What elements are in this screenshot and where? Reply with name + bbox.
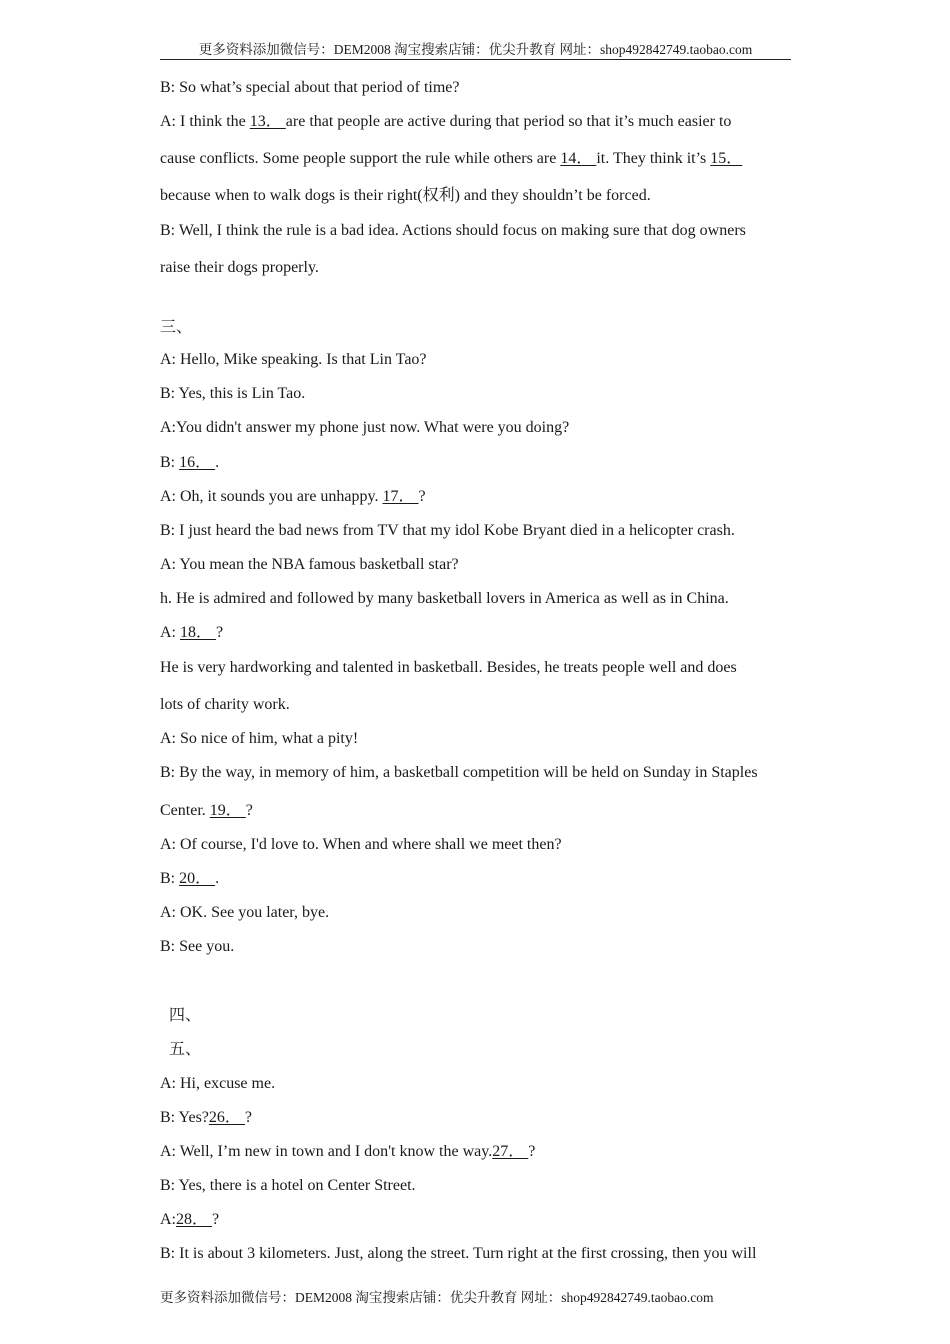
text-line xyxy=(160,418,569,438)
line-text: A: Hi, excuse me. xyxy=(160,1075,276,1092)
answer-blank: 15． xyxy=(710,150,743,167)
text-line xyxy=(160,186,651,206)
line-text: ? xyxy=(528,1143,536,1160)
line-text: B: By the way, in memory of him, a basketball competition will be held on Sunday in Staples xyxy=(160,764,758,781)
line-text: A: I think the xyxy=(160,113,250,130)
text-line xyxy=(160,453,219,473)
text-line xyxy=(160,903,329,923)
text-line xyxy=(160,835,562,855)
answer-blank: 18． xyxy=(180,624,217,641)
line-text: because when to walk dogs is their right(权利) and they shouldn’t be forced. xyxy=(160,187,651,204)
line-text: A: Oh, it sounds you are unhappy. xyxy=(160,488,383,505)
line-text: A: xyxy=(160,1211,176,1228)
line-text: it. They think it’s xyxy=(596,150,711,167)
answer-blank: 20． xyxy=(179,870,216,887)
answer-blank: 27． xyxy=(492,1143,529,1160)
line-text: B: So what’s special about that period of time? xyxy=(160,79,460,96)
text-line xyxy=(160,555,459,575)
line-text: B: I just heard the bad news from TV that my idol Kobe Bryant died in a helicopter crash. xyxy=(160,522,735,539)
page-footer: 更多资料添加微信号：DEM2008 淘宝搜索店铺：优尖升教育 网址：shop492842749.taobao.com xyxy=(160,1290,714,1305)
line-text: A: xyxy=(160,624,180,641)
answer-blank: 14． xyxy=(560,150,597,167)
line-text: A: Of course, I'd love to. When and where shall we meet then? xyxy=(160,836,562,853)
answer-blank: 13． xyxy=(249,113,286,130)
line-text: ? xyxy=(244,1109,253,1126)
text-line xyxy=(160,801,253,821)
line-text: He is very hardworking and talented in basketball. Besides, he treats people well and does xyxy=(160,659,737,676)
text-line xyxy=(160,521,735,541)
line-text: 五、 xyxy=(169,1041,202,1058)
line-text: B: Yes, this is Lin Tao. xyxy=(160,385,306,402)
text-line xyxy=(160,487,426,507)
answer-blank: 17． xyxy=(382,488,419,505)
line-text: 四、 xyxy=(169,1007,202,1024)
answer-blank: 16． xyxy=(179,454,216,471)
text-line xyxy=(160,318,192,338)
text-line xyxy=(160,1244,756,1264)
text-line xyxy=(160,623,223,643)
text-line xyxy=(160,258,319,278)
text-line xyxy=(160,869,219,889)
answer-blank: 19． xyxy=(209,802,246,819)
line-text: B: It is about 3 kilometers. Just, along the street. Turn right at the first crossing, then you will xyxy=(160,1245,757,1262)
line-text: . xyxy=(215,870,220,887)
text-line xyxy=(160,350,427,370)
line-text: B: xyxy=(160,870,180,887)
text-line xyxy=(160,221,746,241)
text-line xyxy=(160,1176,416,1196)
text-line xyxy=(169,1040,201,1060)
page-header: 更多资料添加微信号：DEM2008 淘宝搜索店铺：优尖升教育 网址：shop492842749.taobao.com xyxy=(160,38,791,60)
line-text: B: Yes? xyxy=(160,1109,209,1126)
line-text: B: See you. xyxy=(160,938,235,955)
line-text: Center. xyxy=(160,802,210,819)
answer-blank: 28． xyxy=(176,1211,213,1228)
text-line xyxy=(160,1142,535,1162)
text-line xyxy=(160,729,358,749)
text-line xyxy=(160,384,305,404)
text-line xyxy=(160,763,758,783)
text-line xyxy=(160,149,742,169)
text-line xyxy=(160,78,460,98)
answer-blank: 26． xyxy=(208,1109,245,1126)
text-line xyxy=(160,937,234,957)
text-line xyxy=(160,112,731,132)
line-text: h. He is admired and followed by many basketball lovers in America as well as in China. xyxy=(160,590,729,607)
line-text: ? xyxy=(212,1211,220,1228)
line-text: B: Yes, there is a hotel on Center Street. xyxy=(160,1177,416,1194)
line-text: lots of charity work. xyxy=(160,696,290,713)
text-line xyxy=(160,1210,219,1230)
line-text: ? xyxy=(216,624,224,641)
line-text: ? xyxy=(245,802,253,819)
text-line xyxy=(160,589,729,609)
text-line xyxy=(160,1108,252,1128)
text-line xyxy=(160,1074,275,1094)
line-text: A: OK. See you later, bye. xyxy=(160,904,330,921)
line-text: are that people are active during that period so that it’s much easier to xyxy=(285,113,732,130)
line-text: A: You mean the NBA famous basketball star? xyxy=(160,556,459,573)
text-line xyxy=(169,1006,201,1026)
text-line xyxy=(160,695,290,715)
line-text: B: xyxy=(160,454,180,471)
line-text: . xyxy=(215,454,220,471)
line-text: A: Hello, Mike speaking. Is that Lin Tao? xyxy=(160,351,427,368)
line-text: A: Well, I’m new in town and I don't know the way. xyxy=(160,1143,493,1160)
text-line xyxy=(160,658,737,678)
line-text: A: So nice of him, what a pity! xyxy=(160,730,359,747)
line-text: cause conflicts. Some people support the rule while others are xyxy=(160,150,561,167)
line-text: B: Well, I think the rule is a bad idea. Actions should focus on making sure that dog owners xyxy=(160,222,746,239)
line-text: ? xyxy=(418,488,426,505)
line-text: raise their dogs properly. xyxy=(160,259,319,276)
line-text: A:You didn't answer my phone just now. What were you doing? xyxy=(160,419,570,436)
line-text: 三、 xyxy=(160,319,193,336)
